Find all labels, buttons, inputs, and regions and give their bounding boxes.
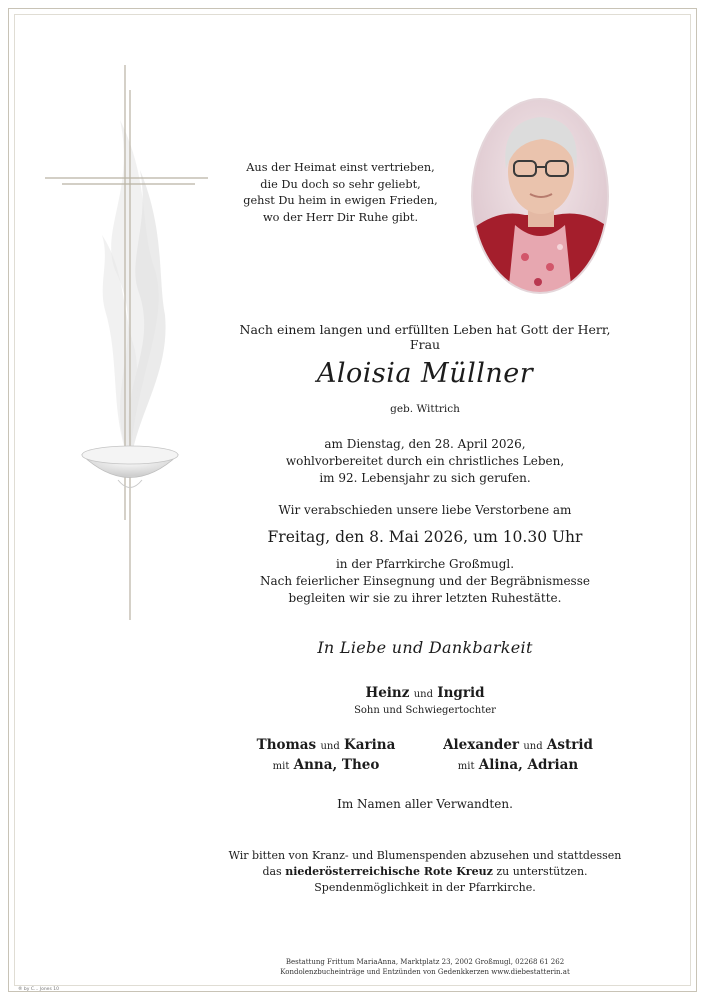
intro-text: Nach einem langen und erfüllten Leben hat Gott der Herr, Frau (239, 322, 611, 352)
family-with: mit (272, 761, 290, 772)
family-and: und (413, 689, 433, 700)
church-line: Nach feierlicher Einsegnung und der Begräbnismesse (260, 574, 590, 588)
family-name: Karina (344, 737, 396, 753)
family-main (225, 685, 625, 701)
request-line: Spendenmöglichkeit in der Pfarrkirche. (314, 881, 536, 894)
relatives-text: Im Namen aller Verwandten. (337, 797, 513, 811)
thanks-heading: In Liebe und Dankbarkeit (317, 638, 533, 657)
death-line: am Dienstag, den 28. April 2026, (324, 437, 526, 451)
funeral-home-footer (225, 958, 625, 977)
birth-name: geb. Wittrich (390, 403, 460, 415)
funeral-date: Freitag, den 8. Mai 2026, um 10.30 Uhr (267, 528, 583, 546)
memorial-poem (218, 160, 463, 226)
family-left (226, 736, 426, 776)
request-text: das (262, 865, 282, 878)
family-and: und (320, 741, 340, 752)
church-line: in der Pfarrkirche Großmugl. (335, 557, 515, 571)
family-name: Alexander (443, 737, 520, 753)
family-children: Alina, Adrian (478, 757, 579, 773)
portrait-photo (470, 97, 610, 295)
poem-line: Aus der Heimat einst vertrieben, (246, 161, 435, 174)
donation-request (225, 848, 625, 896)
deceased-name: Aloisia Müllner (316, 358, 534, 389)
family-with: mit (457, 761, 475, 772)
church-info (225, 556, 625, 607)
death-line: wohlvorbereitet durch ein christliches Leben, (285, 454, 565, 468)
poem-line: die Du doch so sehr geliebt, (260, 177, 421, 191)
request-text: zu unterstützen. (496, 865, 588, 878)
cross-candle-icon (40, 60, 220, 640)
family-name: Astrid (546, 737, 593, 753)
family-and: und (523, 741, 543, 752)
copyright-note: ® by C... Jones 10 (18, 987, 59, 992)
farewell-text: Wir verabschieden unsere liebe Verstorbene am (278, 503, 572, 517)
family-name: Heinz (365, 685, 410, 701)
death-announcement (225, 436, 625, 487)
family-relation: Sohn und Schwiegertochter (354, 705, 496, 716)
family-name: Thomas (256, 737, 317, 753)
family-children: Anna, Theo (293, 757, 380, 773)
request-line: Wir bitten von Kranz- und Blumenspenden abzusehen und stattdessen (228, 849, 622, 862)
footer-line: Kondolenzbucheinträge und Entzünden von Gedenkkerzen www.diebestatterin.at (280, 967, 570, 976)
poem-line: gehst Du heim in ewigen Frieden, (243, 194, 438, 207)
footer-line: Bestattung Frittum MariaAnna, Marktplatz 23, 2002 Großmugl, 02268 61 262 (285, 958, 565, 966)
family-right (418, 736, 618, 776)
poem-line: wo der Herr Dir Ruhe gibt. (262, 210, 419, 224)
red-cross-name: niederösterreichische Rote Kreuz (285, 865, 493, 878)
family-name: Ingrid (437, 685, 485, 701)
death-line: im 92. Lebensjahr zu sich gerufen. (319, 471, 531, 485)
church-line: begleiten wir sie zu ihrer letzten Ruhestätte. (288, 591, 562, 605)
